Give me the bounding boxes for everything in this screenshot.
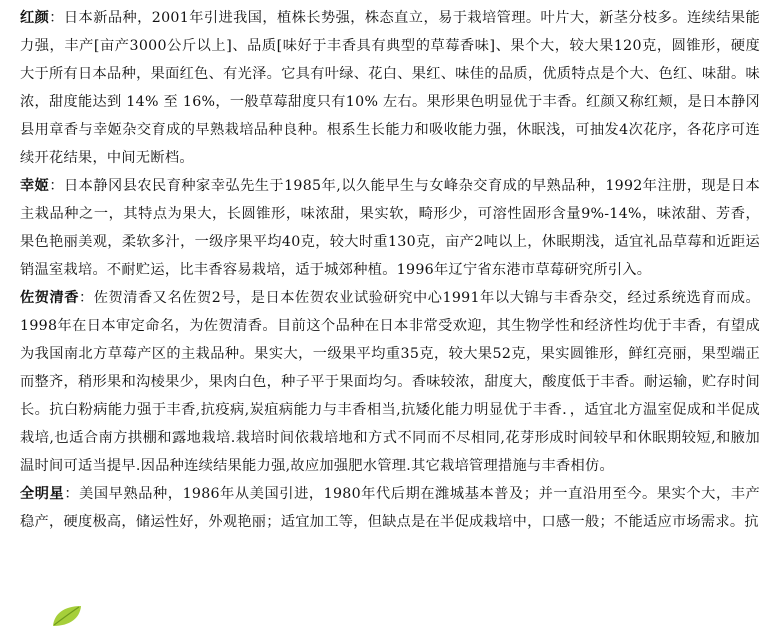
- variety-title-quanmingxing: 全明星: [20, 486, 65, 502]
- variety-text-quanmingxing: ：美国早熟品种，1986年从美国引进，1980年代后期在潍城基本普及；并一直沿用至今。果实个大，丰产稳产，硬度极高，储运性好，外观艳丽；适宜加工等，但缺点是在半促成栽培中，口感一般；不能适应市场需求。抗: [20, 486, 760, 530]
- variety-title-xingji: 幸姬: [20, 178, 50, 194]
- variety-text-hongyan: ：日本新品种，2001年引进我国，植株长势强，株态直立，易于栽培管理。叶片大，新茎分枝多。连续结果能力强，丰产[亩产3000公斤以上]、品质[味好于丰香具有典型的草莓香味]、果个大，较大果120克，圆锥形，硬度大于所有日本品种，果面红色、有光泽。它具有叶绿、花白、果红、味佳的品质，优质特点是个大、色红、味甜。味浓，甜度能达到 14% 至 16%，一般草莓甜度只有10% 左右。果形果色明显优于丰香。红颜又称红颊，是日本静冈县用章香与幸姬杂交育成的早熟栽培品种良种。根系生长能力和吸收能力强，休眠浅，可抽发4次花序，各花序可连续开花结果，中间无断档。: [20, 10, 760, 166]
- variety-text-xingji: ：日本静冈县农民育种家幸弘先生于1985年,以久能早生与女峰杂交育成的早熟品种，1992年注册，现是日本主栽品种之一，其特点为果大，长圆锥形，味浓甜，果实软，畸形少，可溶性固形含量9%-14%，味浓甜、芳香，果色艳丽美观，柔软多汁，一级序果平均40克，较大时重130克，亩产2吨以上，休眠期浅，适宜礼品草莓和近距运销温室栽培。不耐贮运，比丰香容易栽培，适于城郊种植。1996年辽宁省东港市草莓研究所引入。: [20, 178, 760, 278]
- paragraph-quanmingxing: [20, 480, 760, 536]
- paragraph-xingji: [20, 172, 760, 284]
- variety-title-zuohe-qingxiang: 佐贺清香: [20, 290, 79, 306]
- leaf-icon: [50, 604, 84, 628]
- paragraph-hongyan: [20, 4, 760, 172]
- paragraph-zuohe-qingxiang: [20, 284, 760, 480]
- variety-text-zuohe-qingxiang: ：佐贺清香又名佐贺2号，是日本佐贺农业试验研究中心1991年以大锦与丰香杂交，经过系统选育而成。1998年在日本审定命名，为佐贺清香。目前这个品种在日本非常受欢迎，其生物学性和经济性均优于丰香，有望成为我国南北方草莓产区的主栽品种。果实大，一级果平均重35克，较大果52克，果实圆锥形，鲜红亮丽，果型端正而整齐，稍形果和沟棱果少，果肉白色，种子平于果面均匀。香味较浓，甜度大，酸度低于丰香。耐运输，贮存时间长。抗白粉病能力强于丰香,抗疫病,炭疽病能力与丰香相当,抗矮化能力明显优于丰香．，适宜北方温室促成和半促成栽培,也适合南方拱棚和露地栽培.栽培时间依栽培地和方式不同而不尽相同,花芽形成时间较早和休眠期较短,和腋加温时间可适当提早.因品种连续结果能力强,故应加强肥水管理.其它栽培管理措施与丰香相仿。: [20, 290, 760, 474]
- variety-title-hongyan: 红颜: [20, 10, 50, 26]
